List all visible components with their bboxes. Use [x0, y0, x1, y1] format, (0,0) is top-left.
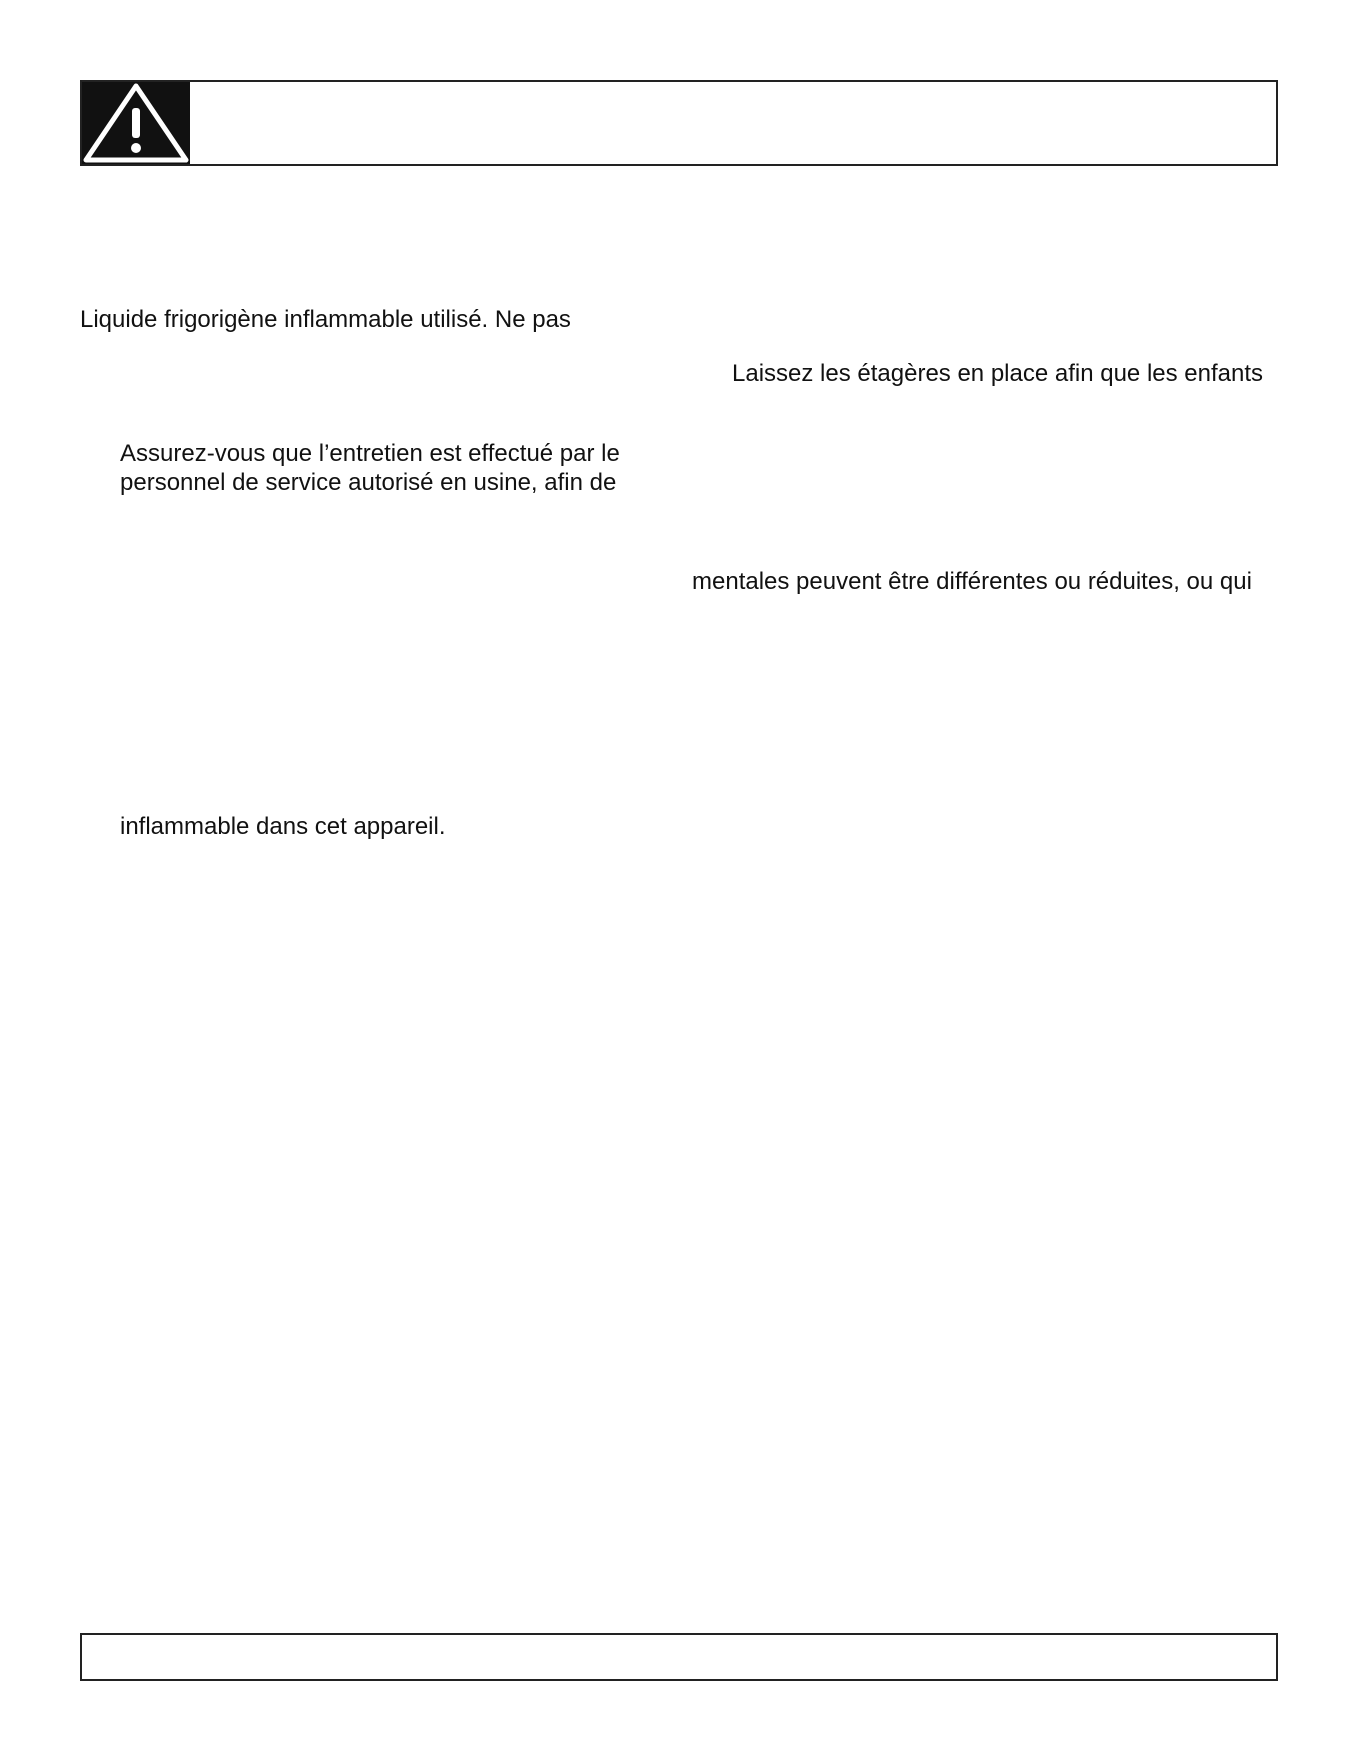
- footer-box: [80, 1633, 1278, 1681]
- warning-icon-block: [82, 82, 190, 164]
- warning-header-box: [80, 80, 1278, 166]
- service-text-line-2: personnel de service autorisé en usine, afin de: [120, 469, 617, 496]
- mental-capacity-text: mentales peuvent être différentes ou réduites, ou qui: [692, 568, 1252, 595]
- service-text-line-1: Assurez-vous que l’entretien est effectué par le: [120, 440, 620, 467]
- shelves-warning-text: Laissez les étagères en place afin que les enfants: [732, 360, 1264, 387]
- appliance-text: inflammable dans cet appareil.: [120, 813, 446, 840]
- refrigerant-warning-text: Liquide frigorigène inflammable utilisé. Ne pas: [80, 306, 571, 333]
- warning-triangle-icon: [82, 82, 190, 164]
